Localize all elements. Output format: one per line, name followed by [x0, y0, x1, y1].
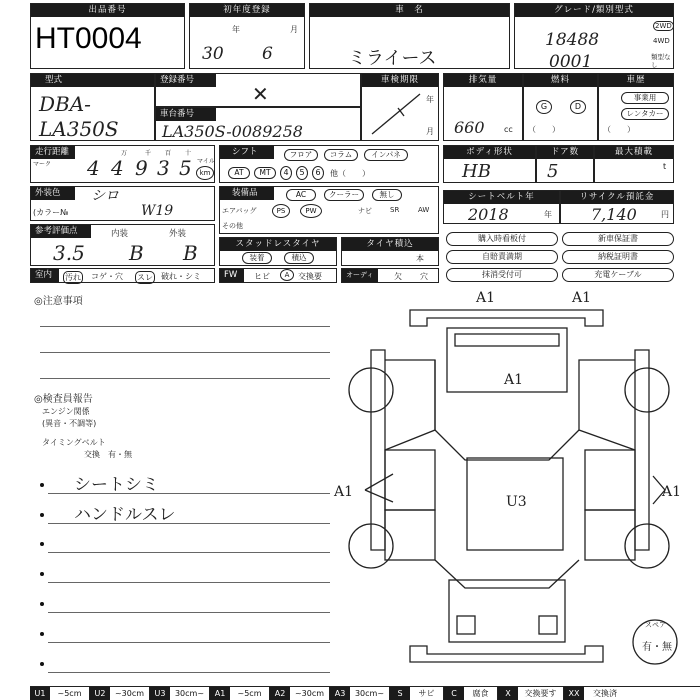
- fuel-header: 燃料: [524, 74, 597, 87]
- interior-condition-box: [30, 268, 215, 283]
- exterior-grade: B: [183, 241, 198, 265]
- displacement-value: 660: [454, 118, 485, 137]
- mileage-hyaku: 百: [165, 150, 172, 157]
- notes-line-1: [40, 326, 330, 327]
- audio-missing: 欠: [394, 272, 402, 281]
- mileage-digit-2: 4: [111, 156, 124, 180]
- damage-label-left: A1: [334, 484, 354, 500]
- equip-ps: PS: [272, 204, 290, 218]
- history-box: [598, 73, 674, 141]
- lot-number-box: [30, 3, 185, 69]
- damage-label-right: A1: [662, 484, 682, 500]
- reg-number-value: ✕: [252, 82, 269, 106]
- report-rule-1: [48, 493, 330, 494]
- chassis-box: [155, 107, 361, 141]
- score-header: 参考評価点: [31, 225, 91, 238]
- mileage-ju: 十: [185, 150, 192, 157]
- windshield-box: [219, 268, 337, 283]
- fuel-box: [523, 73, 598, 141]
- fuel-diesel: D: [570, 100, 586, 114]
- color-value: シロ: [91, 188, 119, 204]
- legend-code-s: S: [390, 687, 410, 700]
- mileage-digit-4: 3: [157, 156, 170, 180]
- report-exchange: 交換 有・無: [84, 450, 132, 459]
- max-load-box: [594, 145, 674, 183]
- inspection-month-unit: 月: [426, 127, 434, 136]
- tire-load-unit: 本: [416, 254, 424, 263]
- windshield-header: FW: [220, 269, 244, 282]
- equipment-box: [219, 186, 439, 234]
- legend-desc-c: 腐食: [464, 687, 498, 700]
- equip-none: 無し: [372, 189, 402, 201]
- inspection-box: [361, 73, 439, 141]
- legend-code-xx: XX: [564, 687, 584, 700]
- legend-desc-u3: 30cm~: [170, 687, 210, 700]
- mileage-sen: 千: [145, 150, 152, 157]
- color-number-label: (カラー№: [33, 208, 69, 217]
- legend-desc-s: サビ: [410, 687, 444, 700]
- body-shape-header: ボディ形状: [444, 146, 535, 159]
- seatbelt-unit: 年: [544, 210, 552, 219]
- history-rental: レンタカー: [621, 108, 669, 120]
- shift-column: コラム: [324, 149, 358, 161]
- score-value: 3.5: [53, 241, 85, 265]
- drive-2wd: 2WD: [655, 22, 672, 30]
- lot-number-value: HT0004: [35, 22, 142, 55]
- report-bullet-6: [40, 632, 44, 636]
- legend-code-x: X: [498, 687, 518, 700]
- cond-scuff: スレ: [137, 273, 153, 282]
- equip-navi: ナビ: [358, 207, 372, 215]
- month-unit: 月: [290, 25, 298, 34]
- inspection-slash-mark: [368, 90, 424, 138]
- shift-speed-5: 5: [296, 166, 308, 180]
- studless-box: [219, 237, 337, 266]
- audio-hole: 穴: [420, 272, 428, 281]
- report-rule-6: [48, 642, 330, 643]
- report-title: ◎検査員報告: [34, 394, 93, 405]
- notes-line-2: [40, 352, 330, 353]
- mileage-unit-km: km: [196, 166, 214, 180]
- type-box: [30, 73, 155, 141]
- fuel-gasoline: G: [536, 100, 552, 114]
- report-engine: エンジン関係: [42, 407, 90, 416]
- history-business: 事業用: [621, 92, 669, 104]
- fuel-other: （ ）: [528, 125, 560, 134]
- equip-ac: AC: [286, 189, 316, 201]
- legend-desc-a2: ~30cm: [290, 687, 330, 700]
- doc-tax: 納税証明書: [562, 250, 674, 264]
- report-rule-2: [48, 523, 330, 524]
- displacement-box: [443, 73, 523, 141]
- report-timing-belt: タイミングベルト: [42, 438, 106, 447]
- interior-grade: B: [129, 241, 144, 265]
- max-load-header: 最大積載: [595, 146, 673, 159]
- damage-label-front-2: A1: [572, 290, 592, 306]
- mileage-digit-3: 9: [135, 156, 148, 180]
- report-bullet-7: [40, 662, 44, 666]
- doc-purchase-sign: 購入時看板付: [446, 232, 558, 246]
- grade-option: 類型なし: [651, 53, 671, 69]
- report-bullet-3: [40, 542, 44, 546]
- shift-mt: MT: [254, 167, 276, 179]
- damage-label-front-1: A1: [476, 290, 496, 306]
- mileage-header: 走行距離: [31, 146, 75, 159]
- report-bullet-1: [40, 483, 44, 487]
- report-bullet-2: [40, 513, 44, 517]
- chassis-header: 車台番号: [156, 108, 216, 121]
- grade-box: [514, 3, 674, 72]
- legend-code-c: C: [444, 687, 464, 700]
- drive-4wd: 4WD: [653, 37, 670, 45]
- lot-number-header: 出品番号: [31, 4, 184, 17]
- recycle-unit: 円: [661, 210, 669, 219]
- legend-code-u2: U2: [90, 687, 110, 700]
- equip-cooler: クーラー: [324, 189, 364, 201]
- reg-number-header: 登録番号: [156, 74, 216, 87]
- model-name-box: [309, 3, 510, 69]
- fw-crack: ヒビ: [254, 272, 270, 281]
- inspection-year-unit: 年: [426, 95, 434, 104]
- legend-code-a3: A3: [330, 687, 350, 700]
- inspection-header: 車検期限: [362, 74, 438, 87]
- report-rule-3: [48, 552, 330, 553]
- equip-sr: SR: [390, 206, 400, 214]
- type-value-1: DBA-: [39, 92, 91, 116]
- studless-mounted: 装着: [242, 252, 272, 264]
- mileage-digit-5: 5: [179, 156, 192, 180]
- legend-code-a2: A2: [270, 687, 290, 700]
- score-box: [30, 224, 215, 266]
- body-shape-box: [443, 145, 536, 183]
- mileage-man: 万: [121, 150, 128, 157]
- doc-cancel: 抹消受付可: [446, 268, 558, 282]
- audio-box: [341, 268, 439, 292]
- color-box: [30, 186, 215, 221]
- notes-line-3: [40, 378, 330, 379]
- legend-desc-x: 交換要す: [518, 687, 564, 700]
- type-header: 型式: [31, 74, 154, 87]
- doors-box: [536, 145, 594, 183]
- legend-desc-xx: 交換済: [593, 689, 617, 698]
- shift-header: シフト: [220, 146, 274, 159]
- report-engine-sub: (異音・不調等): [42, 419, 97, 428]
- legend-code-u3: U3: [150, 687, 170, 700]
- cond-tear: 破れ・シミ: [161, 272, 201, 281]
- equip-airbag: エアバッグ: [222, 207, 257, 215]
- report-rule-4: [48, 582, 330, 583]
- legend-code-u1: U1: [30, 687, 50, 700]
- shift-floor: フロア: [284, 149, 318, 161]
- damage-legend: [30, 686, 700, 700]
- cond-burn: コゲ・穴: [91, 272, 123, 281]
- recycle-header: リサイクル預託金: [561, 191, 673, 204]
- equip-pw: PW: [300, 204, 322, 218]
- model-name-value: ミライース: [348, 48, 437, 69]
- legend-desc-u1: ~5cm: [50, 687, 90, 700]
- model-name-header: 車 名: [310, 4, 509, 17]
- damage-label-hood: A1: [504, 372, 524, 388]
- mileage-mark: マーク: [33, 161, 52, 168]
- equip-other: その他: [222, 222, 243, 230]
- doc-charge-cable: 充電ケーブル: [562, 268, 674, 282]
- displacement-unit: cc: [504, 125, 513, 134]
- tire-load-box: [341, 237, 439, 266]
- cond-dirt: 汚れ: [65, 273, 81, 282]
- mileage-box: [30, 145, 215, 183]
- doors-header: ドア数: [537, 146, 593, 159]
- tire-load-header: タイヤ積込: [342, 238, 438, 251]
- shift-speed-4: 4: [280, 166, 292, 180]
- registration-year: 30: [202, 44, 224, 64]
- damage-label-roof: U3: [506, 494, 527, 510]
- shift-speed-6: 6: [312, 166, 324, 180]
- doc-warranty: 新車保証書: [562, 232, 674, 246]
- audio-header: オーディオ: [342, 269, 378, 282]
- exterior-label: 外装: [169, 229, 187, 239]
- fw-replace: 交換要: [298, 272, 322, 281]
- report-rule-7: [48, 672, 330, 673]
- first-registration-header: 初年度登録: [190, 4, 304, 17]
- report-line-1: シートシミ: [74, 475, 159, 495]
- grade-header: グレード/類別型式: [515, 4, 673, 17]
- equipment-header: 装備品: [220, 187, 274, 200]
- equip-aw: AW: [418, 206, 430, 214]
- first-registration-box: [189, 3, 305, 69]
- grade-value-2: 0001: [549, 52, 593, 72]
- history-other: （ ）: [603, 125, 635, 134]
- max-load-unit: t: [663, 162, 667, 171]
- doc-insurance: 自賠責満期: [446, 250, 558, 264]
- body-shape-value: HB: [462, 161, 491, 182]
- legend-desc-u2: ~30cm: [110, 687, 150, 700]
- fw-a: A: [280, 269, 294, 281]
- doors-value: 5: [547, 161, 559, 182]
- interior-label: 内装: [111, 229, 129, 239]
- legend-code-a1: A1: [210, 687, 230, 700]
- interior-condition-header: 室内: [31, 269, 59, 282]
- type-value-2: LA350S: [39, 117, 119, 141]
- shift-at: AT: [228, 167, 250, 179]
- report-bullet-4: [40, 572, 44, 576]
- year-unit: 年: [232, 25, 240, 34]
- report-rule-5: [48, 612, 330, 613]
- reg-number-box: [155, 73, 361, 107]
- spare-value: 有・無: [642, 642, 672, 653]
- seatbelt-box: [443, 190, 560, 224]
- shift-instrument-panel: インパネ: [364, 149, 408, 161]
- recycle-value: 7,140: [591, 205, 637, 224]
- history-header: 車歴: [599, 74, 673, 87]
- recycle-box: [560, 190, 674, 224]
- color-code: W19: [141, 203, 174, 219]
- report-bullet-5: [40, 602, 44, 606]
- chassis-value: LA350S-0089258: [162, 122, 303, 141]
- legend-desc-a1: ~5cm: [230, 687, 270, 700]
- grade-value-1: 18488: [545, 30, 600, 50]
- mileage-mile: マイル: [197, 158, 215, 165]
- color-header: 外装色: [31, 187, 75, 200]
- shift-other: 他（ ）: [330, 169, 370, 178]
- registration-month: 6: [262, 44, 273, 64]
- report-line-2: ハンドルスレ: [74, 505, 176, 525]
- shift-box: [219, 145, 439, 183]
- notes-title: ◎注意事項: [34, 296, 83, 307]
- mileage-digit-1: 4: [87, 156, 100, 180]
- seatbelt-value: 2018: [468, 205, 509, 224]
- studless-loaded: 積込: [284, 252, 314, 264]
- spare-label: スペア: [645, 621, 666, 629]
- studless-header: スタッドレスタイヤ: [220, 238, 336, 251]
- displacement-header: 排気量: [444, 74, 522, 87]
- legend-desc-a3: 30cm~: [350, 687, 390, 700]
- seatbelt-header: シートベルト年: [444, 191, 559, 204]
